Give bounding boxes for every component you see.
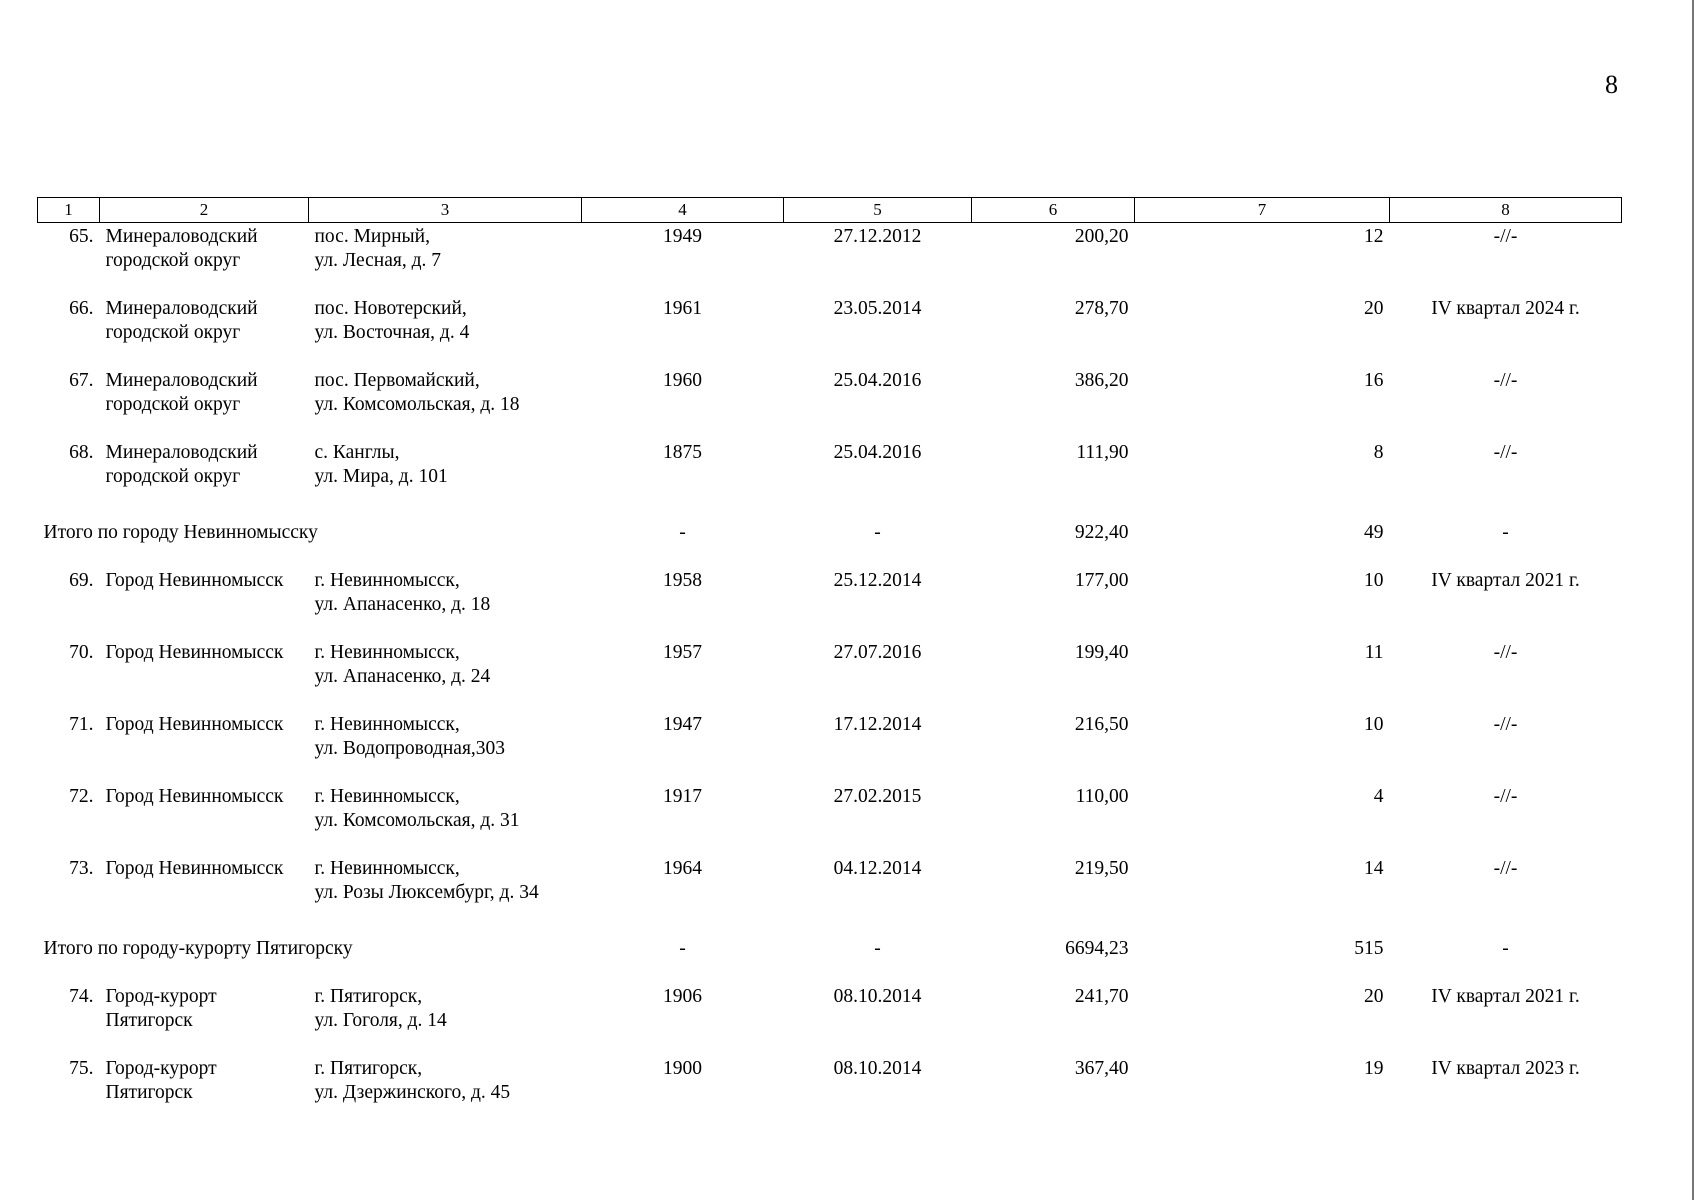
address-cell <box>309 439 582 511</box>
municipality-cell <box>100 295 309 367</box>
column-number: 7 <box>1135 198 1390 223</box>
municipality-cell <box>100 983 309 1055</box>
column-number: 8 <box>1390 198 1622 223</box>
municipality-line: Пятигорск <box>105 1082 193 1103</box>
municipality-cell <box>100 855 309 927</box>
address-line: ул. Лесная, д. 7 <box>314 250 441 271</box>
housing-table <box>37 197 1622 1127</box>
row-number: 69. <box>69 570 94 591</box>
term-cell: -//- <box>1493 642 1518 663</box>
row-number: 74. <box>69 986 94 1007</box>
year-cell: 1900 <box>663 1058 702 1079</box>
row-number: 73. <box>69 858 94 879</box>
row-number: 67. <box>69 370 94 391</box>
address-cell <box>309 567 582 639</box>
address-line: г. Невинномысск, <box>314 714 460 735</box>
column-number: 3 <box>309 198 582 223</box>
address-line: г. Пятигорск, <box>314 986 423 1007</box>
table-row <box>38 567 1622 639</box>
date-cell: - <box>874 522 881 543</box>
subtotal-label: Итого по городу Невинномысску <box>43 522 318 543</box>
column-number: 1 <box>38 198 100 223</box>
municipality-cell <box>100 1055 309 1127</box>
year-cell: 1917 <box>663 786 702 807</box>
municipality-line: Город-курорт <box>105 1058 217 1079</box>
people-cell: 12 <box>1364 226 1384 247</box>
address-line: г. Невинномысск, <box>314 642 460 663</box>
table-row <box>38 367 1622 439</box>
area-cell: 219,50 <box>1074 858 1129 879</box>
address-line: ул. Водопроводная,303 <box>314 738 506 759</box>
municipality-line: Минераловодский <box>105 370 258 391</box>
municipality-cell <box>100 367 309 439</box>
address-cell <box>309 1055 582 1127</box>
people-cell: 515 <box>1354 938 1384 959</box>
term-cell: IV квартал 2021 г. <box>1431 570 1580 591</box>
people-cell: 10 <box>1364 570 1384 591</box>
year-cell: - <box>679 522 686 543</box>
date-cell: 27.02.2015 <box>833 786 922 807</box>
municipality-cell <box>100 783 309 855</box>
year-cell: - <box>679 938 686 959</box>
address-line: г. Пятигорск, <box>314 1058 423 1079</box>
term-cell: -//- <box>1493 858 1518 879</box>
address-line: ул. Мира, д. 101 <box>314 466 448 487</box>
municipality-line: Пятигорск <box>105 1010 193 1031</box>
municipality-line: городской округ <box>105 394 241 415</box>
table-row <box>38 223 1622 296</box>
address-cell <box>309 983 582 1055</box>
municipality-line: Минераловодский <box>105 442 258 463</box>
people-cell: 49 <box>1364 522 1384 543</box>
area-cell: 200,20 <box>1074 226 1129 247</box>
date-cell: 08.10.2014 <box>833 986 922 1007</box>
date-cell: 27.12.2012 <box>833 226 922 247</box>
page-number: 8 <box>1605 70 1618 99</box>
municipality-cell <box>100 711 309 783</box>
area-cell: 386,20 <box>1074 370 1129 391</box>
address-line: г. Невинномысск, <box>314 858 460 879</box>
term-cell: -//- <box>1493 226 1518 247</box>
municipality-line: Город-курорт <box>105 986 217 1007</box>
sheet-edge <box>1692 0 1694 1200</box>
people-cell: 11 <box>1364 642 1384 663</box>
term-cell: - <box>1502 938 1509 959</box>
people-cell: 10 <box>1364 714 1384 735</box>
address-line: пос. Мирный, <box>314 226 430 247</box>
people-cell: 19 <box>1364 1058 1384 1079</box>
people-cell: 8 <box>1373 442 1384 463</box>
address-line: ул. Восточная, д. 4 <box>314 322 470 343</box>
subtotal-row <box>38 511 1622 567</box>
area-cell: 278,70 <box>1074 298 1129 319</box>
row-number: 72. <box>69 786 94 807</box>
date-cell: 04.12.2014 <box>833 858 922 879</box>
municipality-line: Город Невинномысск <box>105 642 284 663</box>
address-cell <box>309 223 582 296</box>
address-line: ул. Розы Люксембург, д. 34 <box>314 882 539 903</box>
year-cell: 1964 <box>663 858 702 879</box>
address-line: пос. Новотерский, <box>314 298 467 319</box>
people-cell: 20 <box>1364 986 1384 1007</box>
table-row <box>38 855 1622 927</box>
year-cell: 1958 <box>663 570 702 591</box>
municipality-line: Город Невинномысск <box>105 570 284 591</box>
area-cell: 177,00 <box>1074 570 1129 591</box>
term-cell: -//- <box>1493 370 1518 391</box>
date-cell: 25.04.2016 <box>833 442 922 463</box>
row-number: 68. <box>69 442 94 463</box>
term-cell: - <box>1502 522 1509 543</box>
date-cell: 27.07.2016 <box>833 642 922 663</box>
row-number: 75. <box>69 1058 94 1079</box>
address-line: с. Канглы, <box>314 442 400 463</box>
municipality-line: Город Невинномысск <box>105 858 284 879</box>
address-line: ул. Гоголя, д. 14 <box>314 1010 447 1031</box>
address-cell <box>309 295 582 367</box>
address-line: пос. Первомайский, <box>314 370 480 391</box>
municipality-cell <box>100 567 309 639</box>
term-cell: -//- <box>1493 786 1518 807</box>
municipality-line: Город Невинномысск <box>105 714 284 735</box>
address-cell <box>309 855 582 927</box>
column-number-row <box>38 198 1622 223</box>
municipality-cell <box>100 223 309 296</box>
area-cell: 367,40 <box>1074 1058 1129 1079</box>
table-row <box>38 1055 1622 1127</box>
people-cell: 16 <box>1364 370 1384 391</box>
area-cell: 216,50 <box>1074 714 1129 735</box>
subtotal-row <box>38 927 1622 983</box>
area-cell: 199,40 <box>1074 642 1129 663</box>
address-line: г. Невинномысск, <box>314 570 460 591</box>
people-cell: 20 <box>1364 298 1384 319</box>
year-cell: 1906 <box>663 986 702 1007</box>
address-cell <box>309 711 582 783</box>
subtotal-label: Итого по городу-курорту Пятигорску <box>43 938 353 959</box>
column-number: 2 <box>100 198 309 223</box>
table-row <box>38 295 1622 367</box>
year-cell: 1949 <box>663 226 702 247</box>
address-line: ул. Комсомольская, д. 31 <box>314 810 520 831</box>
municipality-cell <box>100 439 309 511</box>
address-line: ул. Апанасенко, д. 24 <box>314 666 491 687</box>
date-cell: 08.10.2014 <box>833 1058 922 1079</box>
municipality-line: Минераловодский <box>105 226 258 247</box>
table-row <box>38 983 1622 1055</box>
row-number: 65. <box>69 226 94 247</box>
address-line: г. Невинномысск, <box>314 786 460 807</box>
municipality-line: городской округ <box>105 466 241 487</box>
date-cell: 23.05.2014 <box>833 298 922 319</box>
date-cell: 17.12.2014 <box>833 714 922 735</box>
area-cell: 6694,23 <box>1065 938 1129 959</box>
address-line: ул. Дзержинского, д. 45 <box>314 1082 511 1103</box>
table-row <box>38 639 1622 711</box>
people-cell: 14 <box>1364 858 1384 879</box>
address-line: ул. Комсомольская, д. 18 <box>314 394 520 415</box>
year-cell: 1875 <box>663 442 702 463</box>
row-number: 66. <box>69 298 94 319</box>
table-body <box>38 223 1622 1128</box>
term-cell: -//- <box>1493 442 1518 463</box>
term-cell: IV квартал 2023 г. <box>1431 1058 1580 1079</box>
address-cell <box>309 367 582 439</box>
area-cell: 111,90 <box>1076 442 1129 463</box>
municipality-cell <box>100 639 309 711</box>
table-row <box>38 711 1622 783</box>
area-cell: 110,00 <box>1075 786 1129 807</box>
area-cell: 241,70 <box>1074 986 1129 1007</box>
municipality-line: Минераловодский <box>105 298 258 319</box>
row-number: 70. <box>69 642 94 663</box>
year-cell: 1947 <box>663 714 702 735</box>
column-number: 4 <box>582 198 784 223</box>
table-row <box>38 783 1622 855</box>
table-row <box>38 439 1622 511</box>
date-cell: 25.04.2016 <box>833 370 922 391</box>
municipality-line: городской округ <box>105 322 241 343</box>
term-cell: -//- <box>1493 714 1518 735</box>
year-cell: 1961 <box>663 298 702 319</box>
term-cell: IV квартал 2024 г. <box>1431 298 1580 319</box>
row-number: 71. <box>69 714 94 735</box>
term-cell: IV квартал 2021 г. <box>1431 986 1580 1007</box>
area-cell: 922,40 <box>1074 522 1129 543</box>
municipality-line: городской округ <box>105 250 241 271</box>
date-cell: - <box>874 938 881 959</box>
address-cell <box>309 783 582 855</box>
address-line: ул. Апанасенко, д. 18 <box>314 594 491 615</box>
people-cell: 4 <box>1373 786 1384 807</box>
year-cell: 1957 <box>663 642 702 663</box>
date-cell: 25.12.2014 <box>833 570 922 591</box>
address-cell <box>309 639 582 711</box>
municipality-line: Город Невинномысск <box>105 786 284 807</box>
year-cell: 1960 <box>663 370 702 391</box>
column-number: 6 <box>972 198 1135 223</box>
column-number: 5 <box>784 198 972 223</box>
